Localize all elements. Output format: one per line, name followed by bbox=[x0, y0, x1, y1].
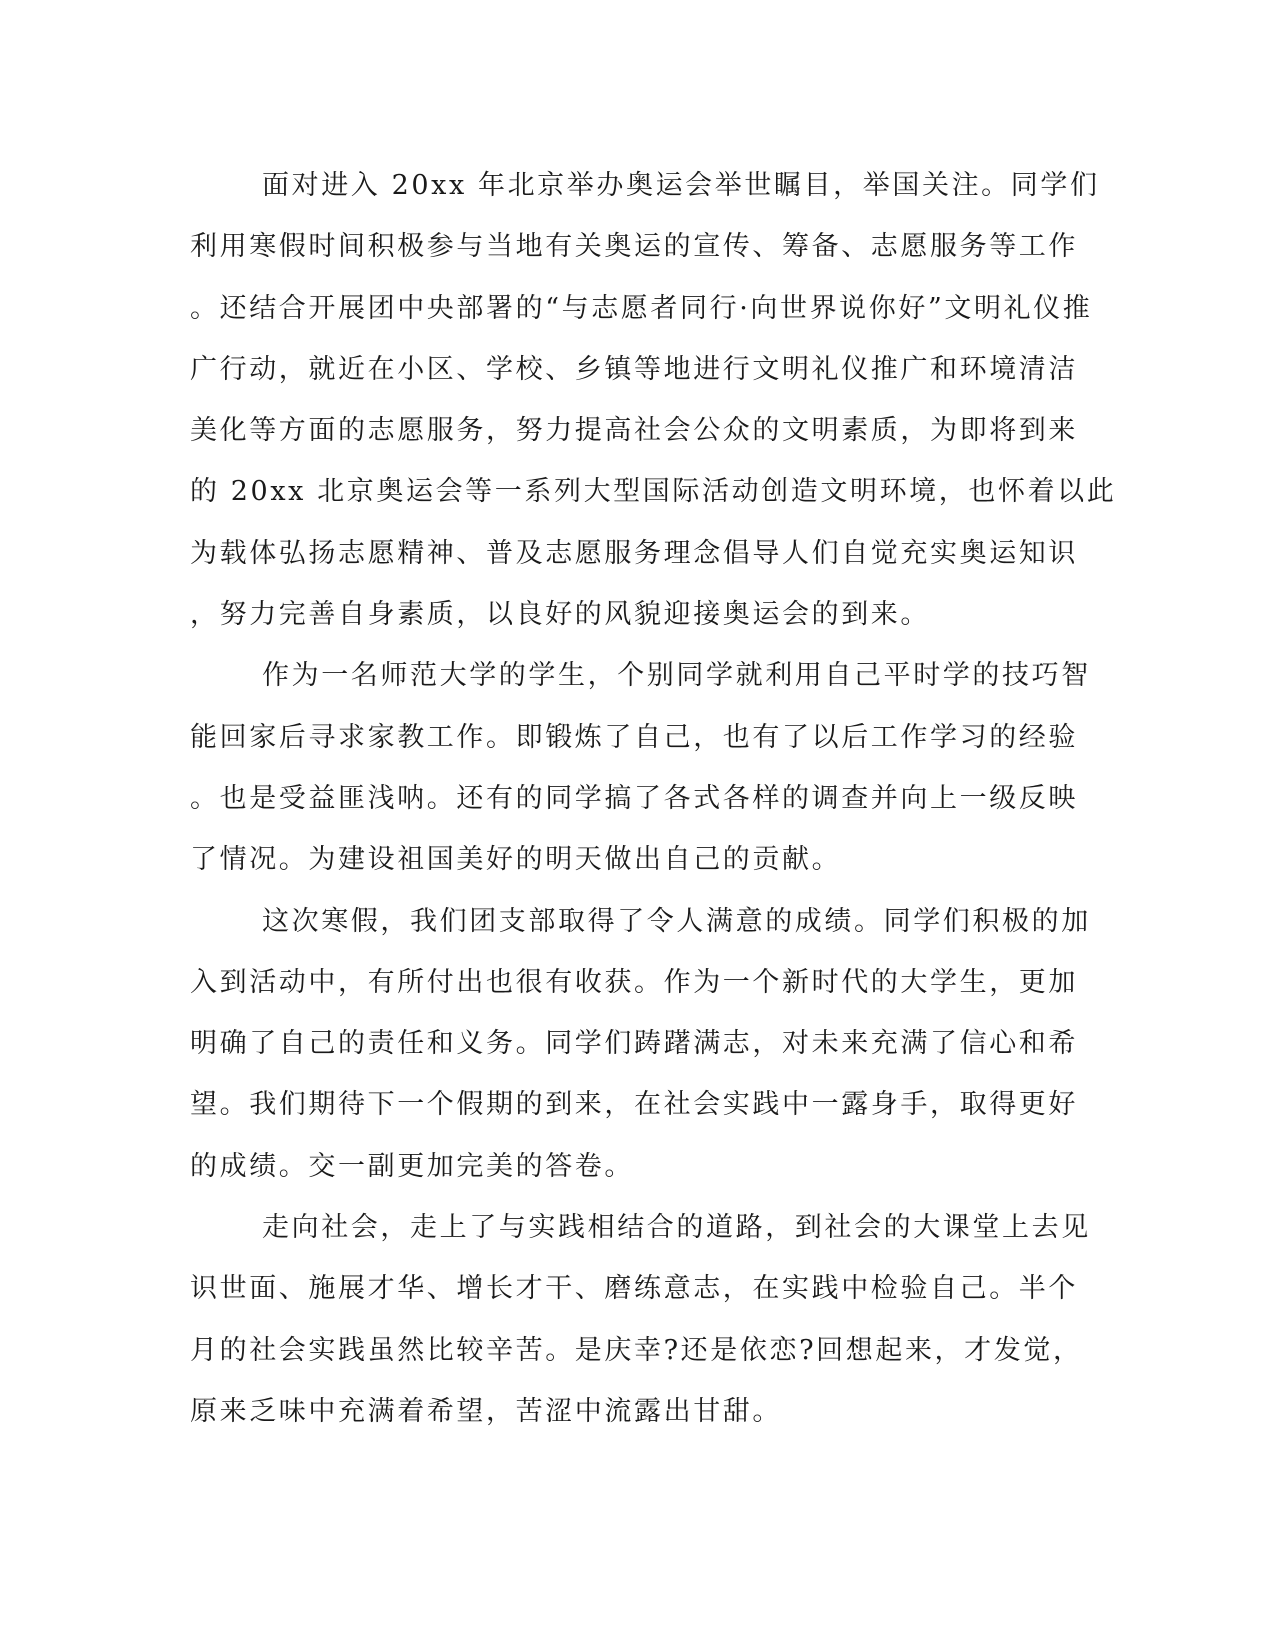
document-body bbox=[190, 155, 1117, 1442]
text-line: 能回家后寻求家教工作。即锻炼了自己，也有了以后工作学习的经验 bbox=[190, 721, 1078, 753]
text-line: 面对进入 20xx 年北京举办奥运会举世瞩目，举国关注。同学们 bbox=[262, 170, 1100, 201]
paragraph-olympics-volunteering bbox=[190, 155, 1117, 645]
text-line: 入到活动中，有所付出也很有收获。作为一个新时代的大学生，更加 bbox=[190, 966, 1078, 998]
text-line: 广行动，就近在小区、学校、乡镇等地进行文明礼仪推广和环境清洁 bbox=[190, 353, 1078, 385]
text-line: 明确了自己的责任和义务。同学们踌躇满志，对未来充满了信心和希 bbox=[190, 1028, 1078, 1060]
text-line: 原来乏味中充满着希望，苦涩中流露出甘甜。 bbox=[190, 1395, 782, 1427]
text-line: 望。我们期待下一个假期的到来，在社会实践中一露身手，取得更好 bbox=[190, 1089, 1078, 1121]
paragraph-tutoring bbox=[190, 645, 1091, 890]
text-line: 美化等方面的志愿服务，努力提高社会公众的文明素质，为即将到来 bbox=[190, 415, 1078, 447]
paragraph-reflection bbox=[190, 1197, 1091, 1442]
text-line: 的成绩。交一副更加完美的答卷。 bbox=[190, 1150, 634, 1182]
text-line: ，努力完善自身素质，以良好的风貌迎接奥运会的到来。 bbox=[190, 599, 930, 631]
paragraph-achievements bbox=[190, 891, 1091, 1197]
text-line: 月的社会实践虽然比较辛苦。是庆幸?还是依恋?回想起来，才发觉， bbox=[190, 1334, 1083, 1366]
text-line: 。还结合开展团中央部署的“与志愿者同行·向世界说你好”文明礼仪推 bbox=[190, 292, 1093, 324]
text-line: 利用寒假时间积极参与当地有关奥运的宣传、筹备、志愿服务等工作 bbox=[190, 231, 1078, 263]
text-line: 为载体弘扬志愿精神、普及志愿服务理念倡导人们自觉充实奥运知识 bbox=[190, 537, 1078, 569]
text-line: 。也是受益匪浅呐。还有的同学搞了各式各样的调查并向上一级反映 bbox=[190, 782, 1078, 814]
text-line: 作为一名师范大学的学生，个别同学就利用自己平时学的技巧智 bbox=[262, 660, 1091, 692]
text-line: 这次寒假，我们团支部取得了令人满意的成绩。同学们积极的加 bbox=[262, 905, 1091, 937]
text-line: 走向社会，走上了与实践相结合的道路，到社会的大课堂上去见 bbox=[262, 1212, 1091, 1244]
text-line: 识世面、施展才华、增长才干、磨练意志，在实践中检验自己。半个 bbox=[190, 1273, 1078, 1305]
text-line: 的 20xx 北京奥运会等一系列大型国际活动创造文明环境，也怀着以此 bbox=[190, 476, 1117, 508]
text-line: 了情况。为建设祖国美好的明天做出自己的贡献。 bbox=[190, 844, 842, 876]
